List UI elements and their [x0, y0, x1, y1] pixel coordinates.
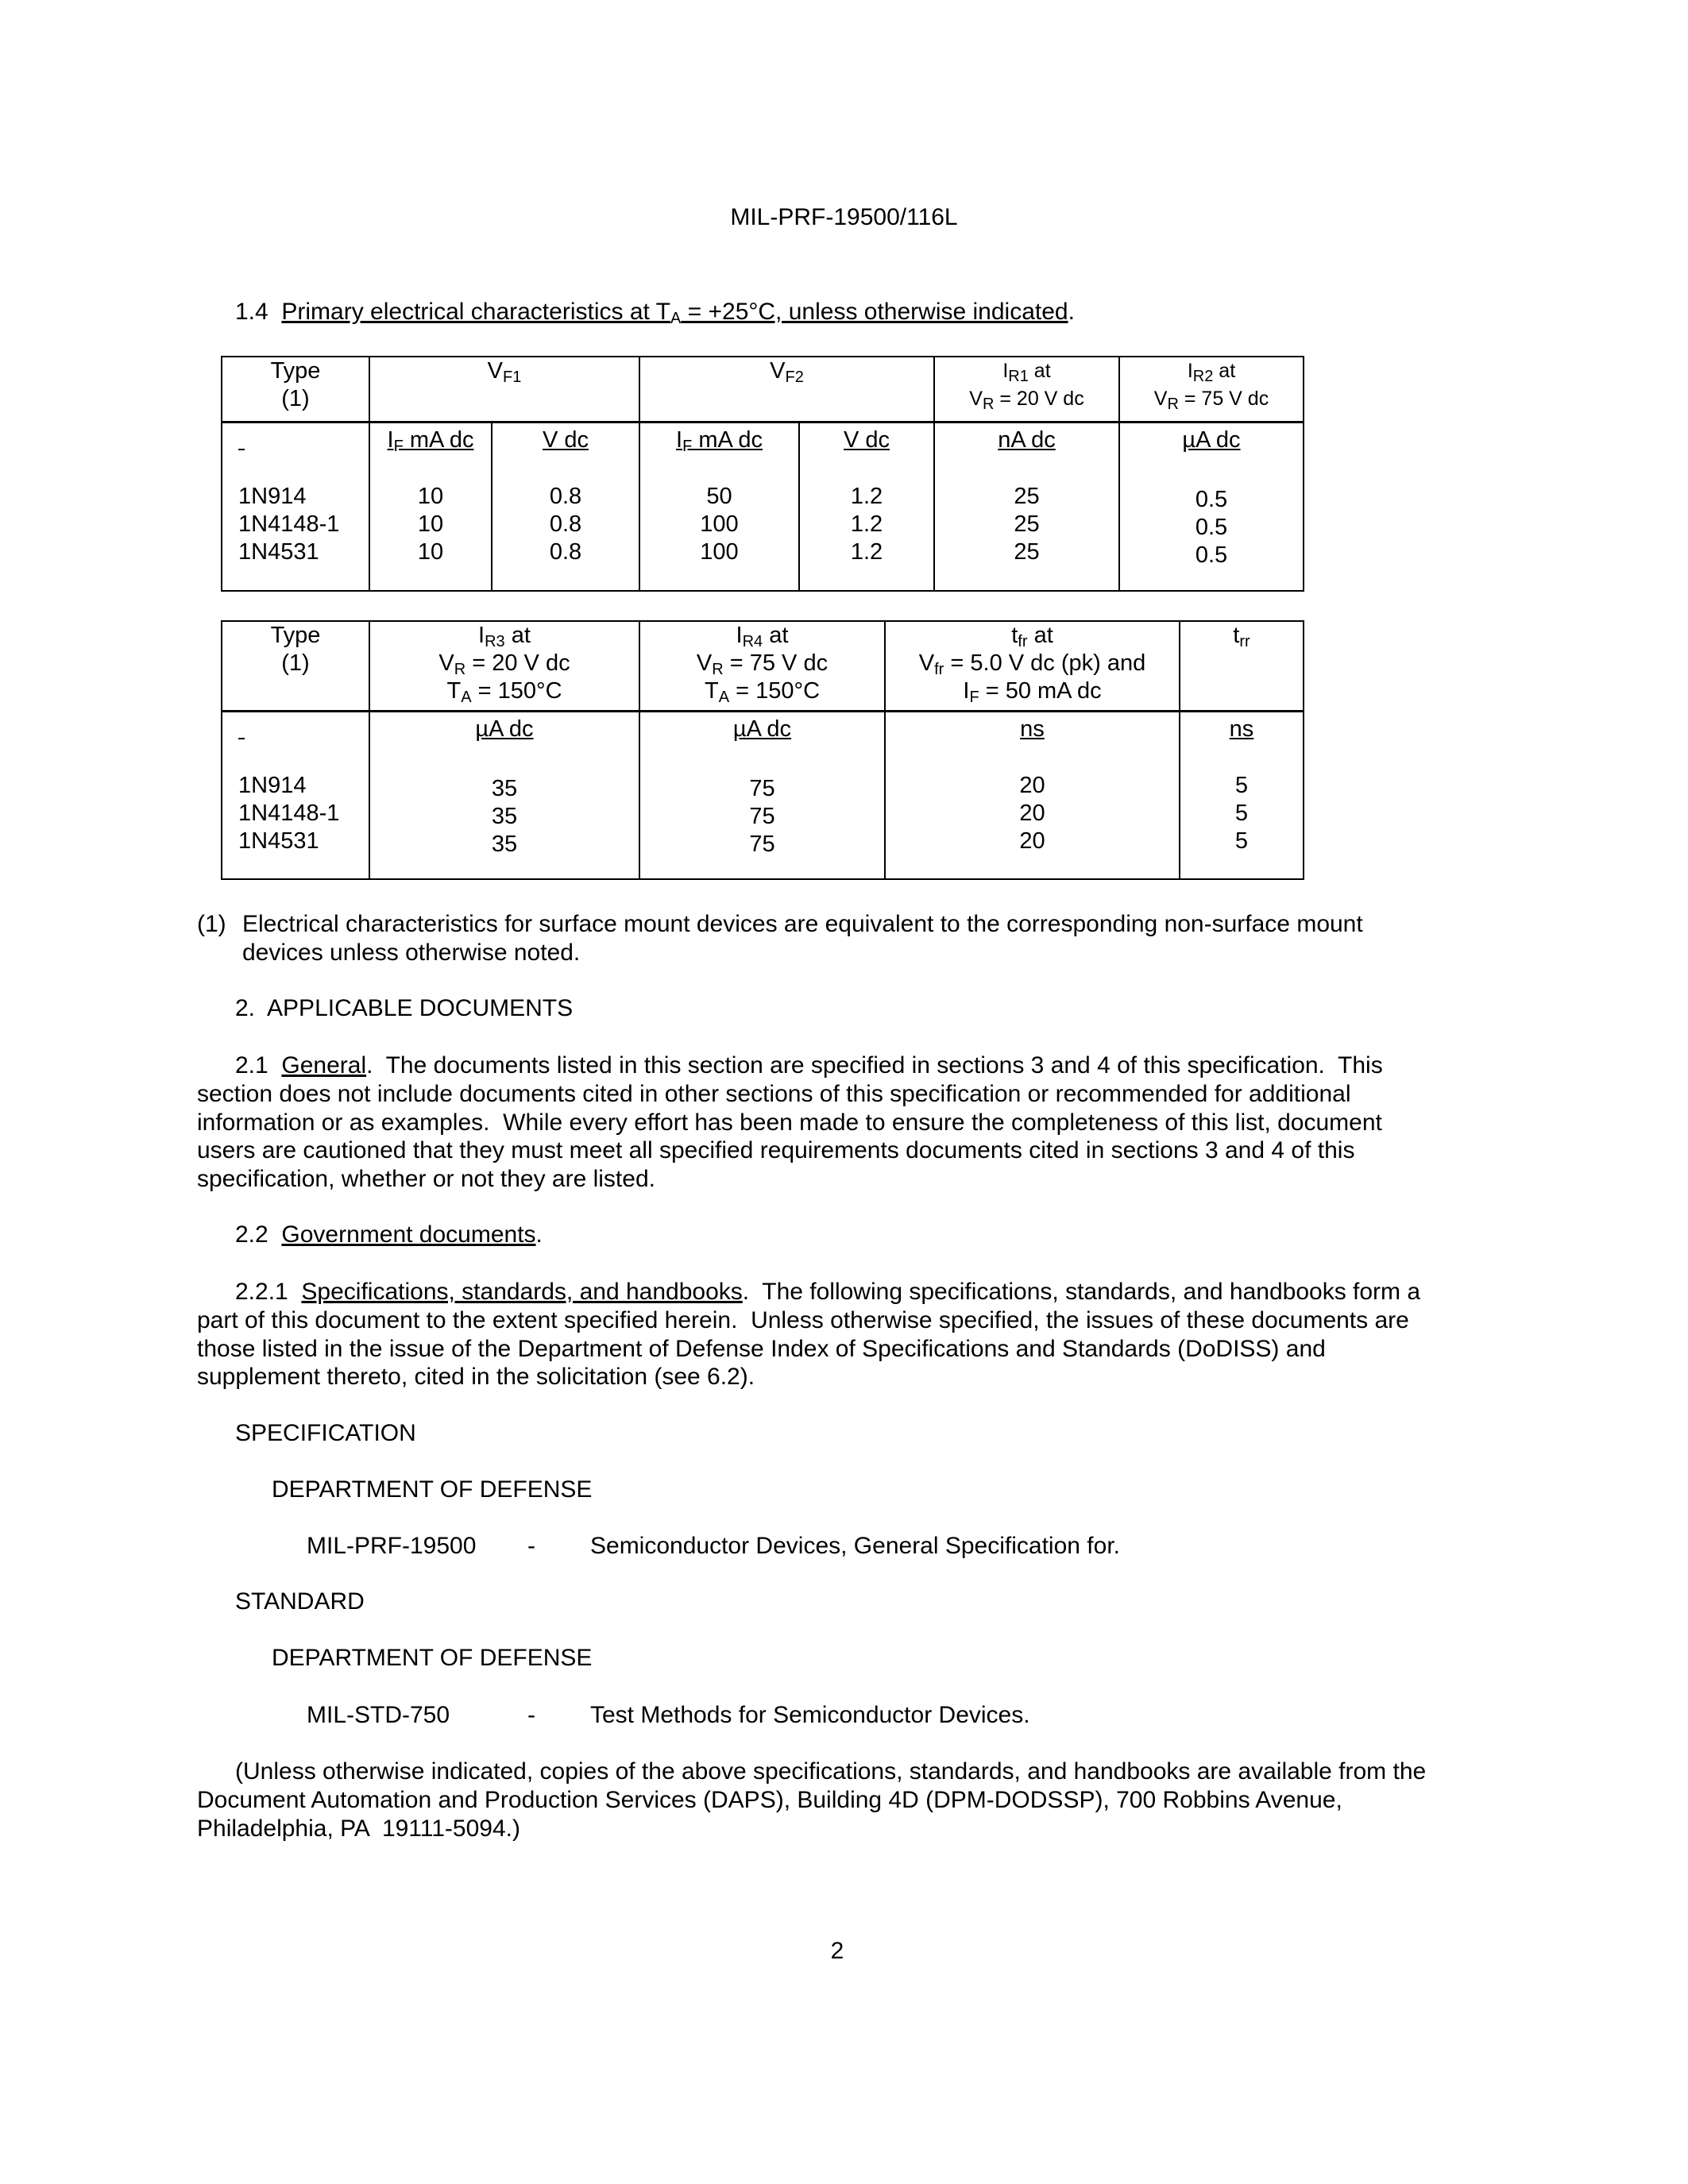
ir2-main: I [1187, 360, 1193, 382]
electrical-characteristics-table-2 [221, 620, 1304, 880]
footnote-line: devices unless otherwise noted. [242, 940, 581, 966]
trr-header: $t_{rr}$ [1180, 621, 1304, 711]
trr-unit: ns [1229, 716, 1254, 742]
paragraph-line: supplement thereto, cited in the solicitation (see 6.2). [197, 1364, 755, 1390]
table-cell: 35 [491, 803, 518, 829]
type-column [222, 711, 369, 879]
table-cell: 20 [1019, 828, 1045, 854]
table-cell: 5 [1234, 828, 1249, 854]
vf2-header [639, 357, 934, 422]
ir1-unit: nA dc [998, 426, 1056, 453]
table-header-row [222, 621, 1304, 711]
section-2-heading: 2. APPLICABLE DOCUMENTS [235, 995, 574, 1021]
section-heading: Government documents [281, 1221, 536, 1248]
table-cell: 100 [700, 538, 739, 565]
type-note: (1) [281, 386, 310, 411]
table-cell: 0.5 [1195, 542, 1228, 568]
section-1-4-heading [235, 298, 1075, 326]
type-label: Type [270, 623, 321, 648]
title-part: = +25°C, unless otherwise indicated [681, 299, 1068, 325]
paragraph-line: (Unless otherwise indicated, copies of the above specifications, standards, and handbooks are available from the [235, 1758, 1427, 1785]
section-number: 2.1 [235, 1052, 268, 1078]
type-cell: 1N914 [238, 483, 307, 509]
table-cell: 0.5 [1195, 514, 1228, 540]
tfr-unit: ns [1020, 716, 1045, 742]
table-cell: 35 [491, 775, 518, 801]
dash-separator: - [527, 1702, 535, 1728]
department-label: DEPARTMENT OF DEFENSE [272, 1476, 593, 1503]
ir4-column [639, 711, 885, 879]
ir1-cond: V [969, 388, 983, 410]
ir4-header: $I_{R4}$ at $V_R = 75$ V dc $T_A = 150^\circ C$ [639, 621, 885, 711]
title-sub: A [670, 310, 682, 327]
ir3-column [369, 711, 639, 879]
document-id-header: MIL-PRF-19500/116L [730, 204, 958, 230]
paragraph-line: users are cautioned that they must meet all specified requirements documents cited in sections 3 and 4 of this [197, 1137, 1355, 1163]
ir3-header: $I_{R3}$ at $V_R = 20$ V dc $T_A = 150^\circ C$ [369, 621, 639, 711]
ir2-unit: µA dc [1182, 426, 1241, 453]
table-cell: 0.8 [549, 483, 582, 509]
vf2-column [799, 422, 934, 591]
vf1-header [369, 357, 639, 422]
if2-unit: $I_F$ mA dc [676, 426, 763, 455]
ir3-unit: µA dc [475, 716, 534, 742]
section-title [281, 299, 1068, 325]
standard-label: STANDARD [235, 1588, 365, 1615]
vf2-unit: V dc [843, 426, 890, 453]
paragraph-line: Philadelphia, PA 19111-5094.) [197, 1815, 520, 1842]
table-cell: 0.8 [549, 538, 582, 565]
type-label: Type [270, 358, 321, 384]
table-cell: 50 [706, 483, 732, 509]
paragraph-line: those listed in the issue of the Department of Defense Index of Specifications and Standards (DoDISS) and [197, 1336, 1326, 1362]
title-end: . [1068, 299, 1075, 325]
document-description: Test Methods for Semiconductor Devices. [590, 1702, 1030, 1728]
document-number: MIL-STD-750 [307, 1702, 450, 1728]
type-cell: 1N4148-1 [238, 800, 340, 826]
table-header-row [222, 357, 1304, 422]
vf1-main: V [487, 358, 503, 384]
ir2-header [1119, 357, 1304, 422]
type-note: (1) [281, 650, 310, 676]
section-number: 1.4 [235, 299, 268, 325]
ir2-cond-sub: R [1167, 396, 1179, 413]
table-cell: 1.2 [850, 538, 883, 565]
table-cell: 10 [417, 511, 444, 537]
ir1-header [934, 357, 1119, 422]
ir1-cond-tail: = 20 V dc [994, 388, 1084, 410]
type-header [222, 357, 369, 422]
if1-column [369, 422, 492, 591]
table-cell: 1.2 [850, 511, 883, 537]
section-heading: General [281, 1052, 367, 1078]
table-cell: 75 [749, 831, 775, 857]
tfr-header: $t_{fr}$ at $V_{fr} = 5.0$ V dc (pk) and $I_F = 50$ mA dc [885, 621, 1180, 711]
if2-column [639, 422, 799, 591]
ir4-unit: µA dc [732, 716, 792, 742]
type-cell: 1N4148-1 [238, 511, 340, 537]
type-cell: 1N4531 [238, 538, 319, 565]
table-cell: 0.5 [1195, 486, 1228, 512]
section-number: 2.2 [235, 1221, 268, 1248]
ir2-cond: V [1153, 388, 1168, 410]
tfr-column [885, 711, 1180, 879]
ir2-cond-tail: = 75 V dc [1178, 388, 1269, 410]
section-2-2-1-first-line [235, 1278, 1420, 1306]
ir1-column [934, 422, 1119, 591]
paragraph-line: information or as examples. While every effort has been made to ensure the completeness of this list, document [197, 1109, 1382, 1136]
section-2-2-heading [235, 1221, 543, 1249]
heading-end: . [535, 1221, 543, 1248]
vf2-main: V [770, 358, 786, 384]
table-cell: 75 [749, 803, 775, 829]
table-cell: 35 [491, 831, 518, 857]
type-header [222, 621, 369, 711]
table-cell: 20 [1019, 772, 1045, 798]
electrical-characteristics-table-1 [221, 356, 1304, 592]
section-2-1-first-line [235, 1051, 1383, 1080]
table-cell: 25 [1014, 538, 1040, 565]
type-column [222, 422, 369, 591]
footnote-number: (1) [197, 911, 226, 937]
page-number: 2 [830, 1938, 844, 1964]
ir1-main: I [1002, 360, 1009, 382]
type-cell: 1N4531 [238, 828, 319, 854]
table-cell: 10 [417, 538, 444, 565]
if1-unit: $I_F$ mA dc [387, 426, 474, 455]
title-part: Primary electrical characteristics at T [281, 299, 670, 325]
specification-label: SPECIFICATION [235, 1420, 416, 1446]
table-cell: 20 [1019, 800, 1045, 826]
document-number: MIL-PRF-19500 [307, 1533, 477, 1559]
paragraph-line: specification, whether or not they are listed. [197, 1166, 655, 1192]
table-body-row [222, 711, 1304, 879]
trr-column [1180, 711, 1304, 879]
section-heading: Specifications, standards, and handbooks [301, 1279, 743, 1305]
document-description: Semiconductor Devices, General Specification for. [590, 1533, 1120, 1559]
table-cell: 100 [700, 511, 739, 537]
ir1-sub: R1 [1008, 368, 1029, 385]
table-cell: 5 [1234, 800, 1249, 826]
paragraph-line: Document Automation and Production Services (DAPS), Building 4D (DPM-DODSSP), 700 Robbins Avenue, [197, 1787, 1342, 1813]
vf1-column [492, 422, 639, 591]
dash-separator: - [527, 1533, 535, 1559]
section-number: 2.2.1 [235, 1279, 288, 1305]
ir2-column [1119, 422, 1304, 591]
ir1-cond-sub: R [982, 396, 995, 413]
table-cell: 25 [1014, 511, 1040, 537]
vf2-sub: F2 [785, 369, 804, 386]
ir2-sub: R2 [1192, 368, 1214, 385]
footnote-line: Electrical characteristics for surface mount devices are equivalent to the corresponding non-surface mount [242, 911, 1363, 937]
type-cell: 1N914 [238, 772, 307, 798]
table-cell: 5 [1234, 772, 1249, 798]
paragraph-line: . The following specifications, standards, and handbooks form a [742, 1279, 1421, 1305]
table-body-row [222, 422, 1304, 591]
paragraph-line: . The documents listed in this section are specified in sections 3 and 4 of this specification. This [366, 1052, 1383, 1078]
department-label: DEPARTMENT OF DEFENSE [272, 1645, 593, 1671]
table-cell: 1.2 [850, 483, 883, 509]
table-cell: 10 [417, 483, 444, 509]
ir1-tail: at [1028, 360, 1051, 382]
table-cell: 25 [1014, 483, 1040, 509]
vf1-sub: F1 [503, 369, 522, 386]
paragraph-line: section does not include documents cited in other sections of this specification or recommended for additional [197, 1081, 1351, 1107]
table-cell: 75 [749, 775, 775, 801]
ir2-tail: at [1213, 360, 1236, 382]
paragraph-line: part of this document to the extent specified herein. Unless otherwise specified, the issues of these documents are [197, 1307, 1409, 1333]
vf1-unit: V dc [542, 426, 589, 453]
table-cell: 0.8 [549, 511, 582, 537]
